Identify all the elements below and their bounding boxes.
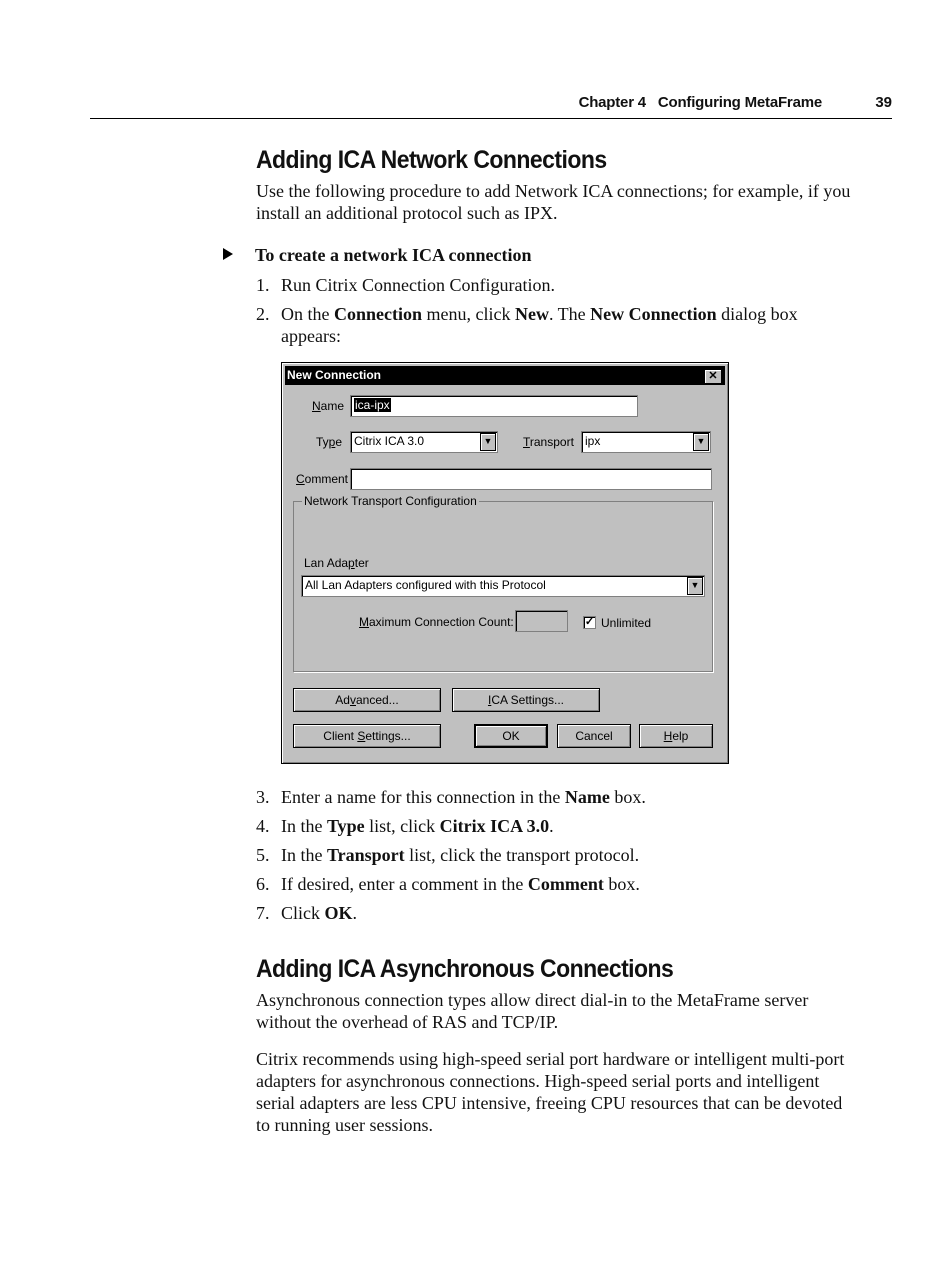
step-item: 3. Enter a name for this connection in the Name box. [256, 787, 646, 807]
group-title: Network Transport Configuration [304, 494, 477, 508]
steps-list-top [256, 274, 896, 347]
unlimited-checkbox[interactable]: ✓ [584, 616, 595, 628]
ica-settings-button[interactable]: ICA Settings... [452, 688, 600, 712]
lan-adapter-label: Lan Adapter [304, 556, 369, 570]
paragraph-line: to running user sessions. [256, 1115, 433, 1135]
procedure-title: To create a network ICA connection [255, 245, 532, 265]
type-select[interactable]: Citrix ICA 3.0 ▼ [350, 431, 498, 453]
step-item: 7. Click OK. [256, 903, 358, 923]
paragraph-line: Citrix recommends using high-speed serial port hardware or intelligent multi-port [256, 1049, 845, 1069]
client-settings-button[interactable]: Client Settings... [293, 724, 441, 748]
step-item: 1. Run Citrix Connection Configuration. [256, 275, 555, 295]
new-connection-dialog [281, 362, 729, 764]
comment-label: Comment [296, 472, 349, 486]
step-item: 4. In the Type list, click Citrix ICA 3.0. [256, 816, 554, 836]
paragraph-line: serial adapters are less CPU intensive, freeing CPU resources that can be devoted [256, 1093, 843, 1113]
paragraph-line: adapters for asynchronous connections. High-speed serial ports and intelligent [256, 1071, 820, 1091]
cancel-button[interactable]: Cancel [557, 724, 631, 748]
section-title-network: Adding ICA Network Connections [256, 146, 607, 174]
section-title-async: Adding ICA Asynchronous Connections [256, 955, 674, 983]
paragraph-line: without the overhead of RAS and TCP/IP. [256, 1012, 559, 1032]
name-input[interactable]: ica-ipx [350, 395, 638, 417]
async-paragraph-2 [256, 1048, 906, 1136]
async-paragraph-1 [256, 989, 906, 1033]
lan-adapter-select[interactable]: All Lan Adapters configured with this Protocol ▼ [301, 575, 705, 597]
help-button[interactable]: Help [639, 724, 713, 748]
procedure-heading [223, 245, 531, 266]
name-label: Name [312, 399, 345, 413]
network-transport-group [293, 494, 713, 672]
dialog-titlebar [285, 366, 725, 385]
steps-list-bottom [256, 786, 896, 924]
intro-paragraph [256, 180, 906, 224]
ok-button[interactable]: OK [474, 724, 548, 748]
page-number: 39 [875, 94, 892, 111]
transport-label: Transport [523, 435, 574, 449]
comment-input[interactable] [350, 468, 712, 490]
page-header [90, 92, 892, 119]
unlimited-label: Unlimited [601, 616, 652, 630]
max-connection-label: Maximum Connection Count: [359, 615, 514, 629]
procedure-arrow-icon [223, 248, 233, 260]
advanced-button[interactable]: Advanced... [293, 688, 441, 712]
intro-line: install an additional protocol such as IPX. [256, 203, 558, 223]
dialog-title: New Connection [287, 368, 382, 382]
chevron-down-icon[interactable]: ▼ [480, 433, 496, 451]
paragraph-line: Asynchronous connection types allow direct dial-in to the MetaFrame server [256, 990, 809, 1010]
type-label: Type [316, 435, 343, 449]
chapter-title: Chapter 4 Configuring MetaFrame [578, 94, 822, 111]
intro-line: Use the following procedure to add Network ICA connections; for example, if you [256, 181, 851, 201]
transport-select[interactable]: ipx ▼ [581, 431, 711, 453]
chevron-down-icon[interactable]: ▼ [687, 577, 703, 595]
chevron-down-icon[interactable]: ▼ [693, 433, 709, 451]
step-item: 2. On the Connection menu, click New. The New Connection dialog box appears: [256, 304, 798, 346]
close-icon[interactable]: ✕ [704, 369, 722, 384]
max-connection-input[interactable] [515, 610, 568, 632]
step-item: 5. In the Transport list, click the transport protocol. [256, 845, 640, 865]
step-item: 6. If desired, enter a comment in the Comment box. [256, 874, 640, 894]
